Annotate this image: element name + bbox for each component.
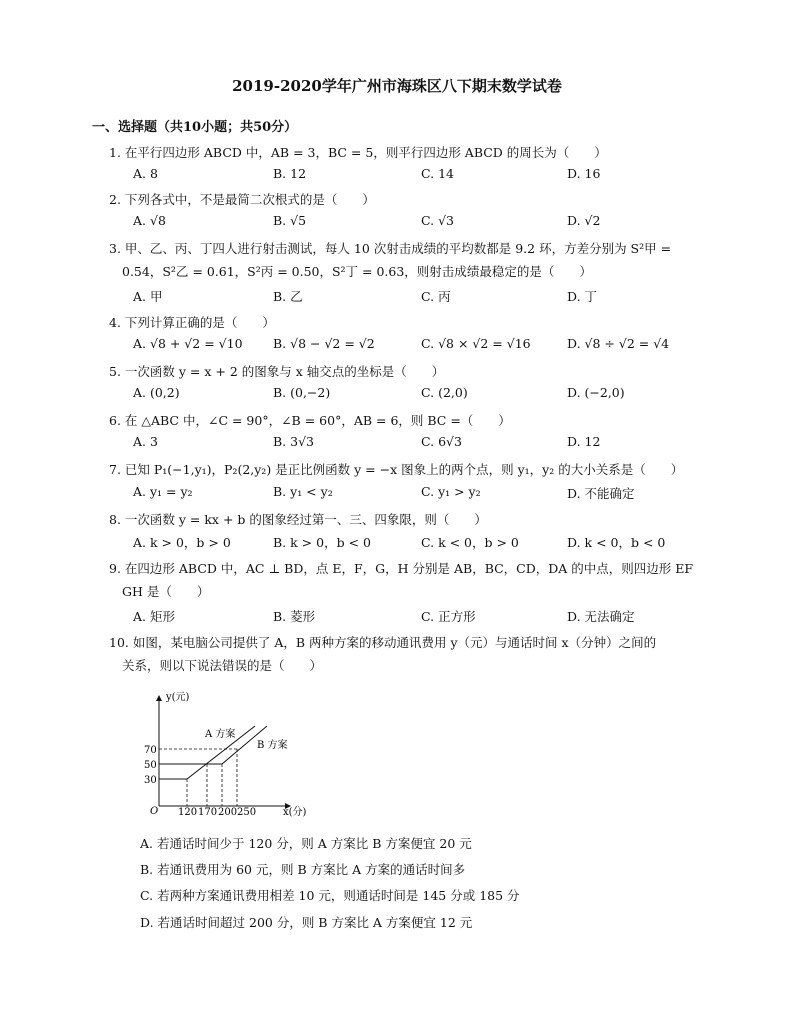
q1-option-d[interactable]: D. 16 <box>567 166 601 181</box>
q8-option-d[interactable]: D. k < 0，b < 0 <box>567 535 666 550</box>
question-1: 1. 在平行四边形 ABCD 中，AB = 3，BC = 5，则平行四边形 ABCD 的周长为（ ） <box>109 145 607 160</box>
q1-option-c[interactable]: C. 14 <box>421 166 454 181</box>
question-6: 6. 在 △ABC 中，∠C = 90°，∠B = 60°，AB = 6，则 BC =（ ） <box>109 413 511 428</box>
question-3-line-2: 0.54，S²乙 = 0.61，S²丙 = 0.50，S²丁 = 0.63，则射击成绩最稳定的是（ ） <box>122 264 592 279</box>
y-tick-70: 70 <box>144 745 157 756</box>
q5-option-d[interactable]: D. (−2,0) <box>567 385 625 400</box>
q2-option-a[interactable]: A. √8 <box>133 213 166 228</box>
q2-option-b[interactable]: B. √5 <box>273 213 307 228</box>
cost-time-graph <box>140 688 320 818</box>
y-tick-30: 30 <box>144 775 157 786</box>
q8-option-b[interactable]: B. k > 0，b < 0 <box>273 535 371 550</box>
q10-option-c[interactable]: C. 若两种方案通讯费用相差 10 元，则通话时间是 145 分或 185 分 <box>140 888 520 903</box>
y-axis-label: y(元) <box>166 692 190 703</box>
q10-option-b[interactable]: B. 若通讯费用为 60 元，则 B 方案比 A 方案的通话时间多 <box>140 862 466 877</box>
q5-option-b[interactable]: B. (0,−2) <box>273 385 331 400</box>
x-tick-200: 200 <box>218 807 238 818</box>
q7-option-c[interactable]: C. y₁ > y₂ <box>421 484 481 499</box>
x-tick-120: 120 <box>178 807 198 818</box>
plan-b-label: B 方案 <box>257 740 288 751</box>
q2-option-d[interactable]: D. √2 <box>567 213 601 228</box>
q6-option-a[interactable]: A. 3 <box>133 434 158 449</box>
q4-option-b[interactable]: B. √8 − √2 = √2 <box>273 336 375 351</box>
question-10-line-2: 关系，则以下说法错误的是（ ） <box>122 658 323 673</box>
q7-option-a[interactable]: A. y₁ = y₂ <box>133 484 193 499</box>
question-5: 5. 一次函数 y = x + 2 的图象与 x 轴交点的坐标是（ ） <box>109 364 445 379</box>
q9-option-d[interactable]: D. 无法确定 <box>567 609 635 624</box>
question-9-line-2: GH 是（ ） <box>122 584 210 599</box>
q9-option-a[interactable]: A. 矩形 <box>133 609 175 624</box>
q8-option-a[interactable]: A. k > 0，b > 0 <box>133 535 231 550</box>
q6-option-b[interactable]: B. 3√3 <box>273 434 315 449</box>
q9-option-b[interactable]: B. 菱形 <box>273 609 316 624</box>
question-9: 9. 在四边形 ABCD 中，AC ⊥ BD，点 E，F，G，H 分别是 AB，BC，CD，DA 的中点，则四边形 EF <box>109 561 694 576</box>
q5-option-c[interactable]: C. (2,0) <box>421 385 468 400</box>
x-tick-170: 170 <box>198 807 218 818</box>
q1-option-a[interactable]: A. 8 <box>133 166 158 181</box>
q3-option-a[interactable]: A. 甲 <box>133 289 163 304</box>
q10-option-a[interactable]: A. 若通话时间少于 120 分，则 A 方案比 B 方案便宜 20 元 <box>140 836 472 851</box>
question-4: 4. 下列计算正确的是（ ） <box>109 315 275 330</box>
origin-label: O <box>150 806 159 817</box>
q4-option-a[interactable]: A. √8 + √2 = √10 <box>133 336 243 351</box>
question-2: 2. 下列各式中，不是最简二次根式的是（ ） <box>109 192 375 207</box>
q3-option-d[interactable]: D. 丁 <box>567 289 598 304</box>
q7-option-d[interactable]: D. 不能确定 <box>567 486 635 501</box>
section-heading: 一、选择题（共10小题；共50分） <box>92 120 298 135</box>
question-10: 10. 如图，某电脑公司提供了 A，B 两种方案的移动通讯费用 y（元）与通话时间 x（分钟）之间的 <box>109 635 657 650</box>
x-axis-label: x(分) <box>283 807 307 818</box>
q6-option-c[interactable]: C. 6√3 <box>421 434 462 449</box>
x-tick-250: 250 <box>237 807 257 818</box>
q1-option-b[interactable]: B. 12 <box>273 166 307 181</box>
plan-a-label: A 方案 <box>205 729 236 740</box>
question-8: 8. 一次函数 y = kx + b 的图象经过第一、三、四象限，则（ ） <box>109 512 487 527</box>
y-tick-50: 50 <box>144 760 157 771</box>
q5-option-a[interactable]: A. (0,2) <box>133 385 180 400</box>
q4-option-d[interactable]: D. √8 ÷ √2 = √4 <box>567 336 670 351</box>
q3-option-c[interactable]: C. 丙 <box>421 289 451 304</box>
q10-option-d[interactable]: D. 若通话时间超过 200 分，则 B 方案比 A 方案便宜 12 元 <box>140 915 473 930</box>
q9-option-c[interactable]: C. 正方形 <box>421 609 476 624</box>
question-7: 7. 已知 P₁(−1,y₁)，P₂(2,y₂) 是正比例函数 y = −x 图象上的两个点，则 y₁，y₂ 的大小关系是（ ） <box>109 462 684 477</box>
q7-option-b[interactable]: B. y₁ < y₂ <box>273 484 333 499</box>
exam-title: 2019-2020学年广州市海珠区八下期末数学试卷 <box>232 77 562 95</box>
q2-option-c[interactable]: C. √3 <box>421 213 454 228</box>
q6-option-d[interactable]: D. 12 <box>567 434 601 449</box>
q4-option-c[interactable]: C. √8 × √2 = √16 <box>421 336 531 351</box>
question-3: 3. 甲、乙、丙、丁四人进行射击测试，每人 10 次射击成绩的平均数都是 9.2 环，方差分别为 S²甲 = <box>109 241 672 256</box>
q8-option-c[interactable]: C. k < 0，b > 0 <box>421 535 519 550</box>
q3-option-b[interactable]: B. 乙 <box>273 289 303 304</box>
